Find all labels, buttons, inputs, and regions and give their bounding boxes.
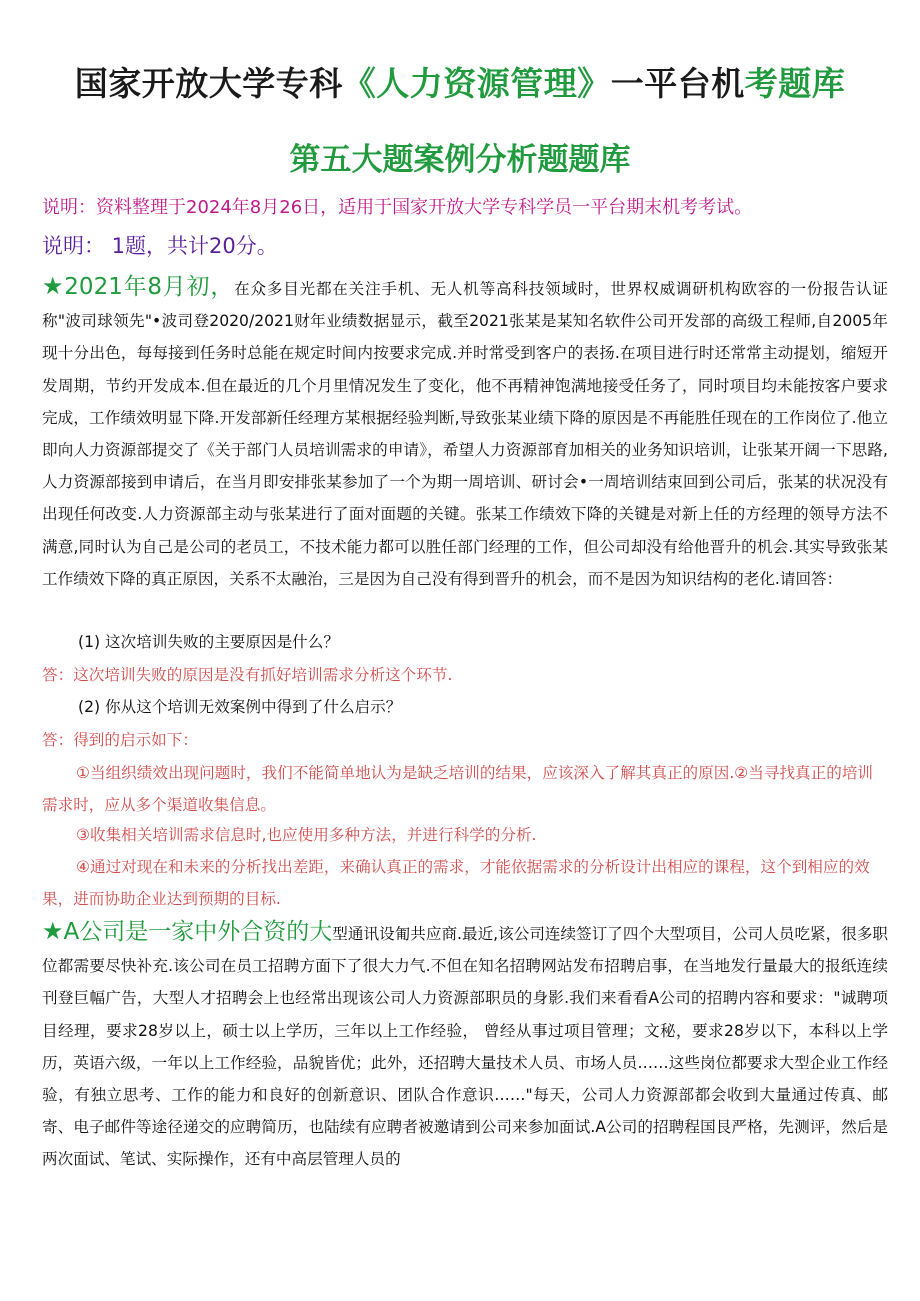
answer-2-item-3-text: ④通过对现在和未来的分析找出差距，来确认真正的需求，才能依据需求的分析设计出相应的课程，这个到相应的效果，进而协助企业达到预期的目标. bbox=[42, 858, 870, 908]
answer-2-item-2 bbox=[42, 820, 888, 852]
note-score: 说明： 1题，共计20分。 bbox=[42, 234, 278, 258]
case-1-text: 在众多目光都在关注手机、无人机等高科技领域时，世界权威调研机构欧容的一份报告认证称"波司球领先"•波司登2020/2021财年业绩数据显示，截至2021张某是某知名软件公司开发部的高级工程师,自2005年现十分出色，每每接到任务时总能在规定时间内按要求完成.并时常受到客户的表扬.在项目进行时还常常主动提划，缩短开发周期，节约开发成本.但在最近的几个月里情况发生了变化，他不再精神饱满地接受任务了，同时项目均未能按客户要求完成，工作绩效明显下降.开发部新任经理方某根据经验判断,导致张某业绩下降的原因是不再能胜任现在的工作岗位了.他立即向人力资源部提交了《关于部门人员培训需求的申请》，希望人力资源部育加相关的业务知识培训，让张某开阔一下思路,人力资源部接到申请后，在当月即安排张某参加了一个为期一周培训、研讨会•一周培训结束回到公司后，张某的状况没有出现任何改变.人力资源部主动与张某进行了面对面题的关键。张某工作绩效下降的关键是对新上任的方经理的领导方法不满意,同时认为自己是公司的老员工，不技术能力都可以胜任部门经理的工作，但公司却没有给他晋升的机会.其实导致张某工作绩效下降的真正原因，关系不太融治，三是因为自己没有得到晋升的机会，而不是因为知识结构的老化.请回答： bbox=[42, 280, 888, 588]
case-2-lead: A公司是一家中外合资的大 bbox=[63, 919, 333, 945]
star-icon: ★ bbox=[42, 917, 64, 945]
answer-2-item-1-text: ①当组织绩效出现问题时，我们不能简单地认为是缺乏培训的结果，应该深入了解其真正的原因.②当寻找真正的培训需求时，应从多个渠道收集信息。 bbox=[42, 764, 874, 814]
answer-2-item-3 bbox=[42, 852, 888, 915]
question-2: (2) 你从这个培训无效案例中得到了什么启示？ bbox=[78, 698, 402, 716]
page-title bbox=[0, 58, 920, 105]
question-1: (1) 这次培训失败的主要原因是什么？ bbox=[78, 633, 339, 651]
title-part-3: 一平台机 bbox=[610, 64, 745, 103]
case-2-paragraph bbox=[42, 915, 888, 1176]
case-1-paragraph bbox=[42, 270, 888, 595]
case-2-text: 型通讯设匍共应商.最近,该公司连续签订了四个大型项目，公司人员吃紧，很多职位都需要尽快补充.该公司在员工招聘方面下了很大力气.不但在知名招聘网站发布招聘启事，在当地发行量最大的报纸连续刊登巨幅广告，大型人才招聘会上也经常出现该公司人力资源部职员的身影.我们来看看A公司的招聘内容和要求："诚聘项目经理，要求28岁以上，硕士以上学历，三年以上工作经验， 曾经从事过项目管理；文秘，要求28岁以下，本科以上学历，英语六级，一年以上工作经验，品貌皆优；此外，还招聘大量技术人员、市场人员……这些岗位都要求大型企业工作经验，有独立思考、工作的能力和良好的创新意识、团队合作意识……"每天，公司人力资源部都会收到大量通过传真、邮寄、电子邮件等途径递交的应聘简历，也陆续有应聘者被邀请到公司来参加面试.A公司的招聘程国艮严格，先测评，然后是两次面试、笔试、实际操作，还有中高层管理人员的 bbox=[42, 925, 889, 1169]
answer-2-heading: 答：得到的启示如下： bbox=[42, 731, 198, 749]
star-icon: ★ bbox=[42, 272, 65, 300]
case-1-lead: 2021年8月初， bbox=[64, 274, 235, 300]
answer-2-item-2-text: ③收集相关培训需求信息时,也应使用多种方法，并进行科学的分析. bbox=[76, 826, 537, 844]
title-part-1: 国家开放大学专科 bbox=[74, 64, 343, 103]
title-part-2: 《人力资源管理》 bbox=[342, 64, 611, 103]
answer-2-item-1 bbox=[42, 758, 888, 821]
answer-1: 答：这次培训失败的原因是没有抓好培训需求分析这个环节. bbox=[42, 666, 453, 684]
note-description: 说明：资料整理于2024年8月26日，适用于国家开放大学专科学员一平台期末机考考试。 bbox=[42, 197, 753, 218]
page-subtitle: 第五大题案例分析题题库 bbox=[289, 142, 631, 178]
title-part-4: 考题库 bbox=[744, 64, 846, 103]
